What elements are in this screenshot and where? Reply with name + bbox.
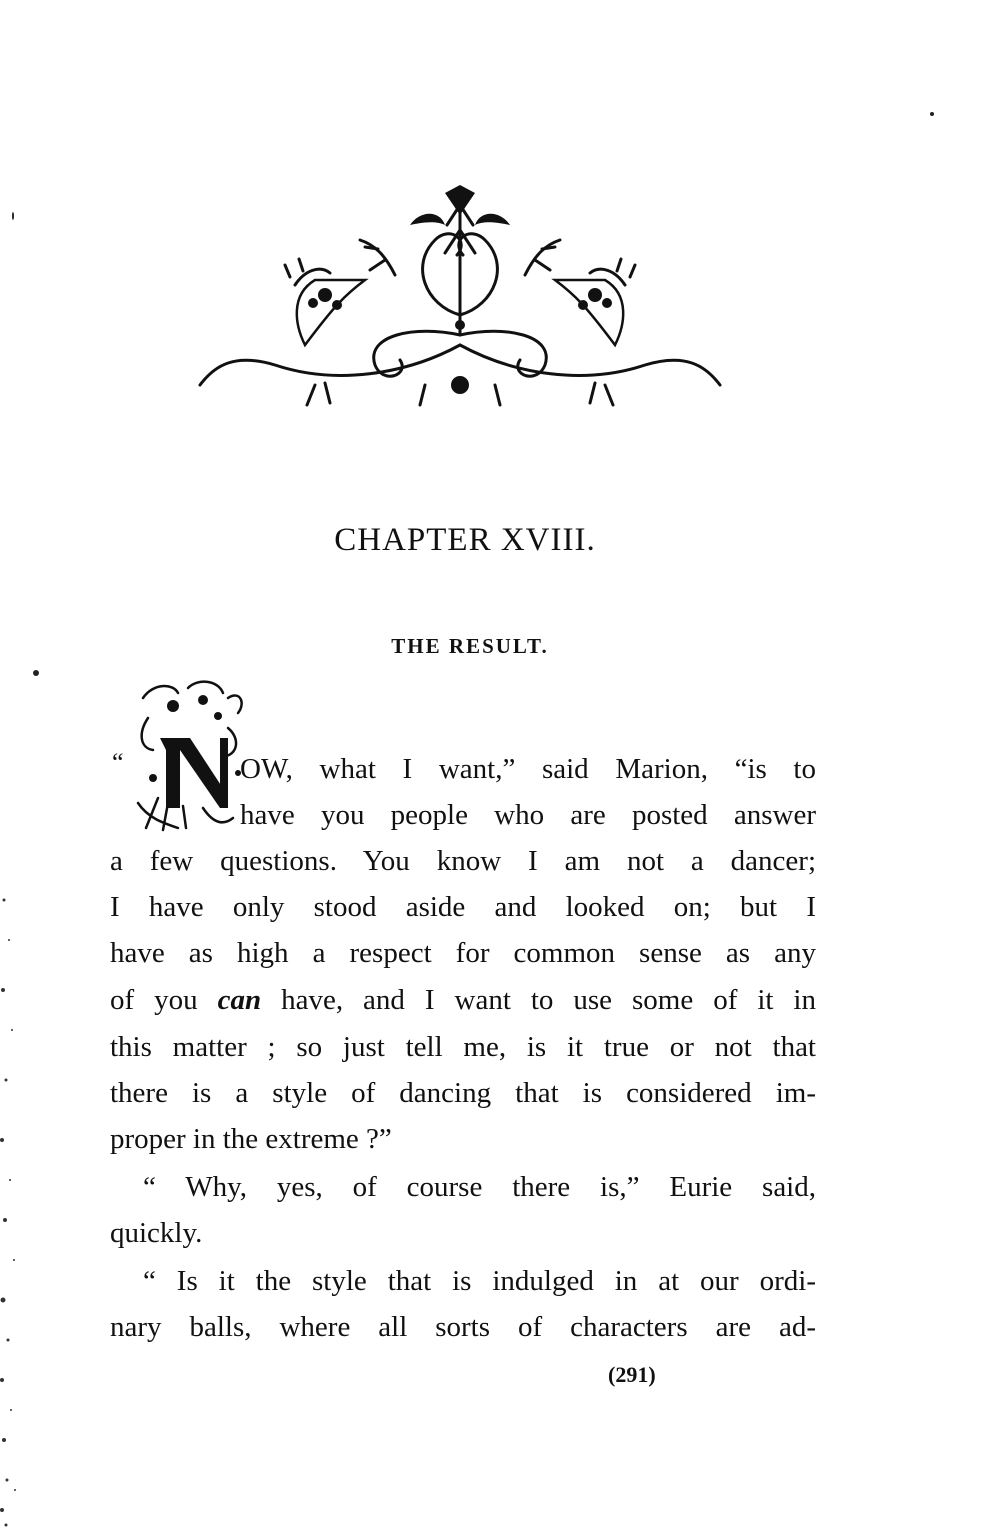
text-line: a few questions. You know I am not a dancer; <box>110 845 816 877</box>
text-line: “ Is it the style that is indulged in at our ordi- <box>143 1265 816 1297</box>
text-run: of you <box>110 984 218 1016</box>
text-line: this matter ; so just tell me, is it true or not that <box>110 1031 816 1063</box>
text-line: nary balls, where all sorts of characters are ad- <box>110 1311 816 1343</box>
opening-quote-mark: “ <box>112 748 124 777</box>
stray-mark <box>12 212 14 220</box>
text-run: have, and I want to use some of it in <box>261 984 816 1016</box>
text-line <box>110 983 816 1019</box>
emphasized-word: can <box>217 984 262 1016</box>
stray-mark <box>33 670 39 676</box>
text-line: proper in the extreme ?” <box>110 1123 392 1155</box>
text-line: have you people who are posted answer <box>240 799 816 831</box>
stray-mark <box>930 112 934 116</box>
floral-scroll-headpiece-icon <box>195 185 725 415</box>
page-number: (291) <box>608 1362 656 1387</box>
chapter-subtitle: THE RESULT. <box>391 634 549 658</box>
scan-edge-speckle <box>0 880 40 1538</box>
text-line: I have only stood aside and looked on; but I <box>110 891 816 923</box>
text-line: have as high a respect for common sense as any <box>110 937 816 969</box>
text-line: there is a style of dancing that is considered im- <box>110 1077 816 1109</box>
ornate-drop-cap-n-icon <box>128 678 248 838</box>
text-line: “ Why, yes, of course there is,” Eurie said, <box>143 1171 816 1203</box>
chapter-title: CHAPTER XVIII. <box>334 522 596 558</box>
text-line: OW, what I want,” said Marion, “is to <box>240 753 816 785</box>
text-line: quickly. <box>110 1217 203 1249</box>
